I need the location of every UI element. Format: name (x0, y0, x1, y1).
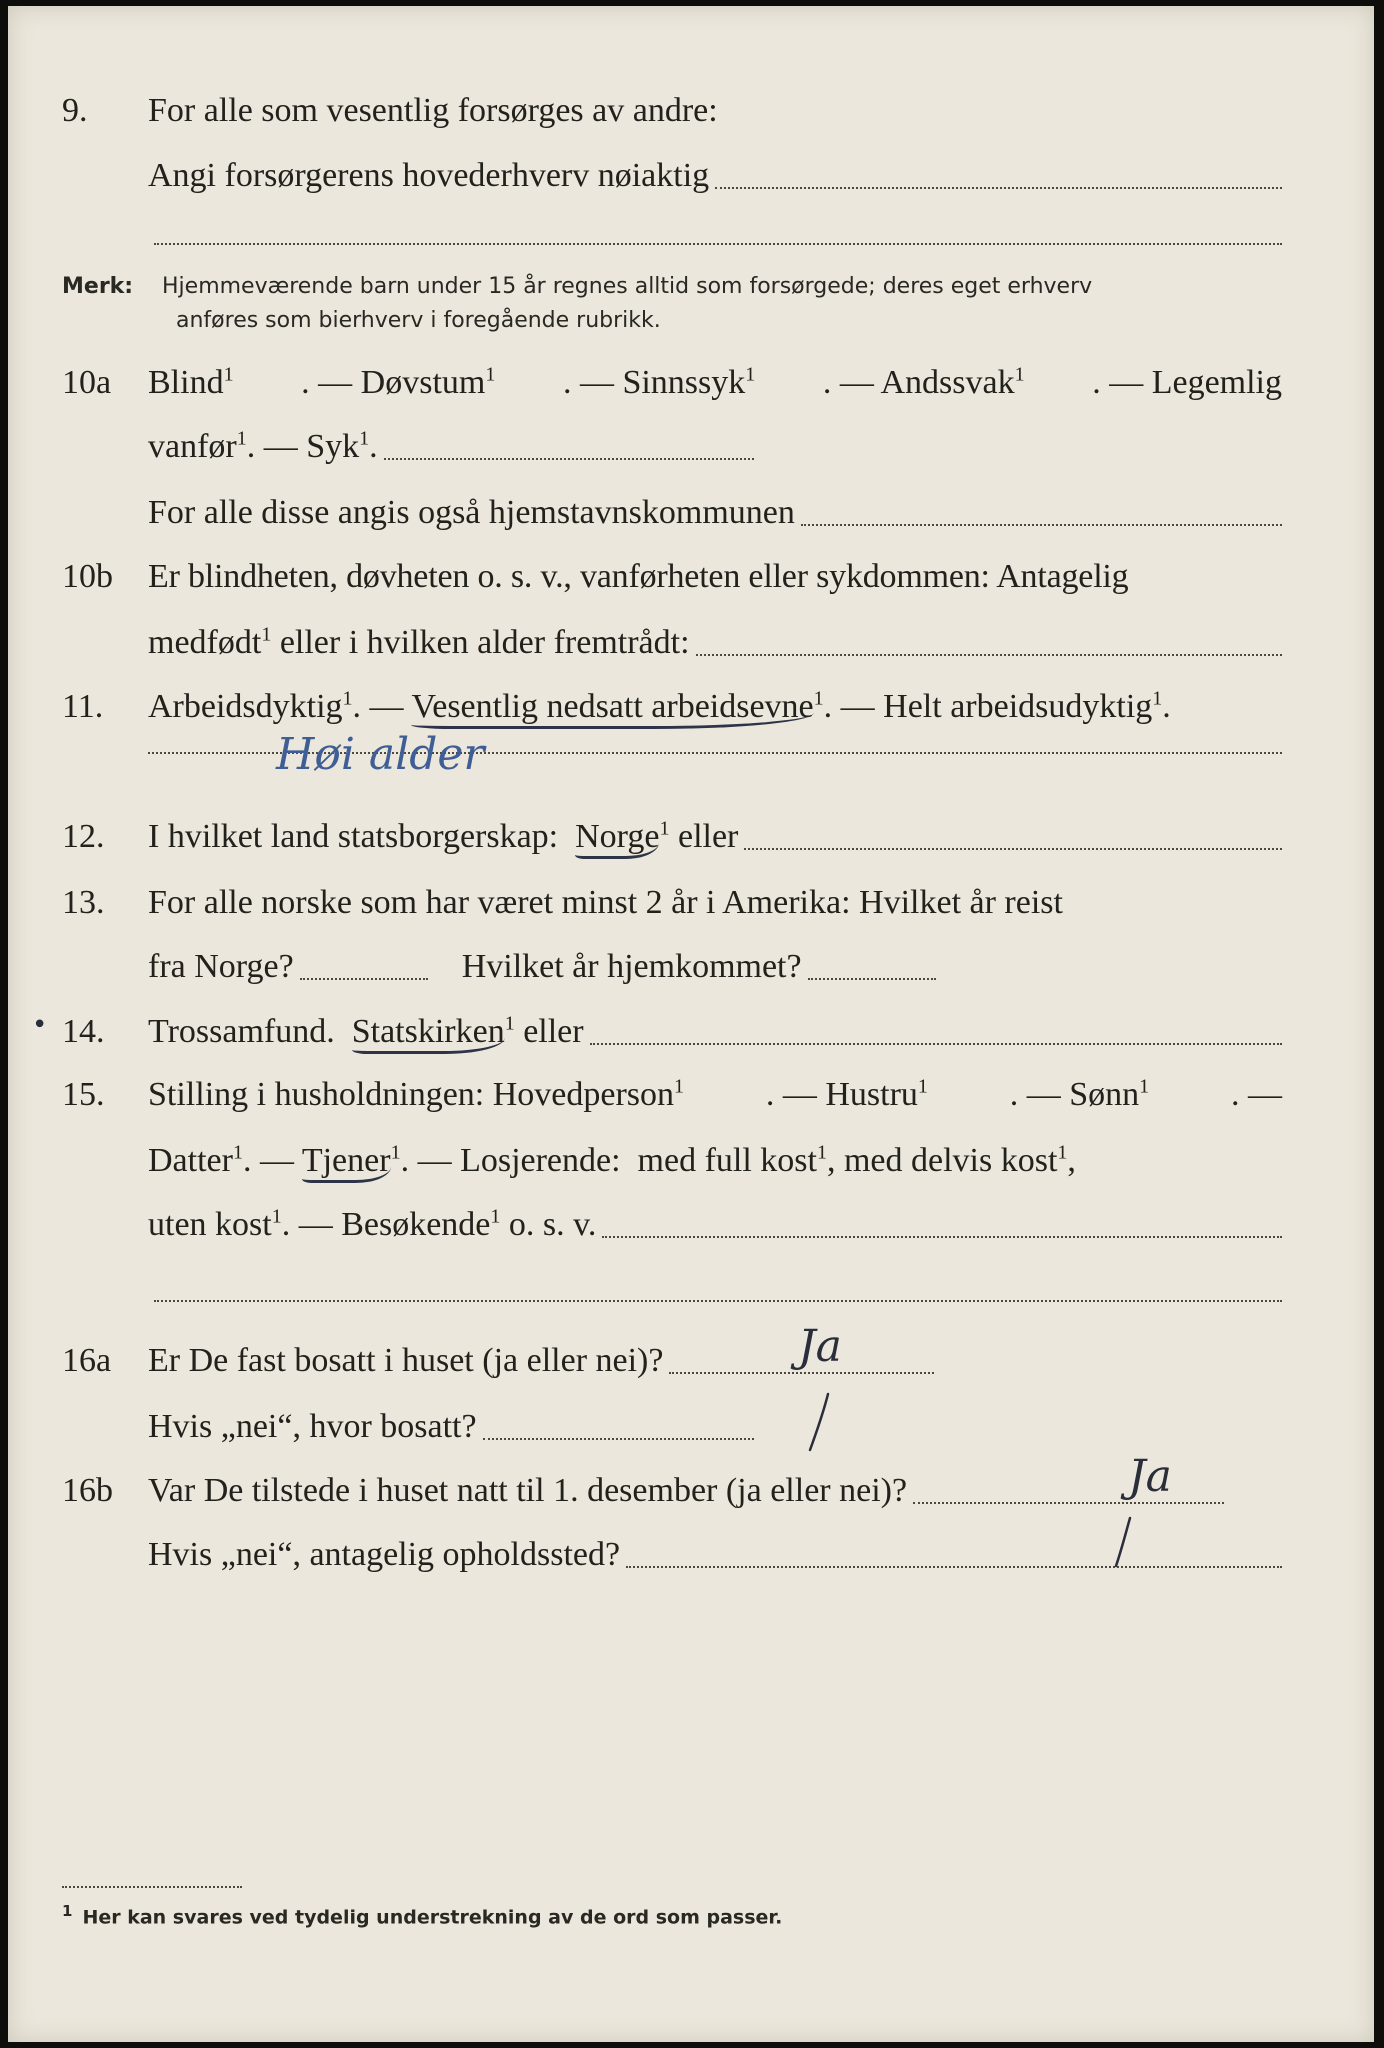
q13-reist-field[interactable] (300, 970, 428, 980)
q15-hovedperson[interactable]: Stilling i husholdningen: Hovedperson (148, 1076, 675, 1113)
q9-question: For alle som vesentlig forsørges av andre: (148, 92, 718, 129)
q11-handwritten-answer: Høi alder (276, 729, 485, 780)
footnote-ref: 1 (745, 363, 756, 386)
q10a-syk-field[interactable] (384, 450, 754, 460)
footnote-text: Her kan svares ved tydelig understrekning av de ord som passer. (82, 1906, 783, 1929)
q11-arbeidsdyktig[interactable]: Arbeidsdyktig (148, 688, 343, 725)
q16a-bosatt-field[interactable] (483, 1430, 754, 1440)
q15-separator: . — (242, 1142, 302, 1179)
q12-norge-underlined[interactable]: Norge (575, 818, 659, 859)
footnote-ref: 1 (236, 427, 247, 450)
footnote-ref: 1 (232, 1141, 243, 1164)
q16b-question: Var De tilstede i huset natt til 1. desember (ja eller nei)? (148, 1472, 908, 1509)
q15-besokende[interactable]: . — Besøkende (281, 1206, 491, 1243)
q10a-vanfor: vanfør (148, 428, 237, 465)
q10b-question: Er blindheten, døvheten o. s. v., vanførheten eller sykdommen: Antagelig (148, 558, 1129, 595)
q16b-number: 16b (62, 1472, 113, 1509)
q10a-blind: Blind (148, 364, 224, 401)
q12-answer-field[interactable] (744, 840, 1282, 850)
q11-vesentlig-nedsatt-underlined[interactable]: Vesentlig nedsatt arbeidsevne (411, 688, 813, 729)
q11-period: . (1162, 688, 1171, 725)
q10a-syk: . — Syk (246, 428, 360, 465)
q13-hjemkommet: Hvilket år hjemkommet? (461, 948, 802, 985)
q9-question-line2: Angi forsørgerens hovederhverv nøiaktig (148, 157, 710, 194)
q15-dash: . — (1230, 1076, 1282, 1113)
q14-answer-field[interactable] (590, 1035, 1282, 1045)
q13-hjemkommet-field[interactable] (808, 970, 936, 980)
q11-separator: . — (352, 688, 412, 725)
q14-question: Trossamfund. (148, 1013, 352, 1050)
q10a-andssvak: . — Andssvak (822, 364, 1015, 401)
footnote-ref: 1 (359, 427, 370, 450)
q10b-answer-field[interactable] (696, 646, 1282, 656)
q11-helt-udyktig[interactable]: . — Helt arbeidsudyktig (823, 688, 1153, 725)
q16a-checkmark-stroke (798, 1390, 838, 1456)
q16a-handwritten-answer: Ja (798, 1321, 842, 1372)
q10a-hjemstavn-field[interactable] (801, 516, 1282, 526)
q10a-dovstum: . — Døvstum (301, 364, 486, 401)
footnote-ref: 1 (271, 1205, 282, 1228)
footnote-ref: 1 (816, 1141, 827, 1164)
q16b-checkmark-stroke (1104, 1514, 1140, 1572)
footnote-ref: 1 (1014, 363, 1025, 386)
q10a-hjemstavn: For alle disse angis også hjemstavnskommunen (148, 494, 795, 531)
q9-answer-field[interactable] (715, 179, 1282, 189)
q16b-hvis-nei: Hvis „nei“, antagelig opholdssted? (148, 1536, 621, 1573)
q10b-number: 10b (62, 558, 113, 595)
q15-answer-field[interactable] (602, 1228, 1282, 1238)
footnote-ref: 1 (1139, 1075, 1150, 1098)
census-form-page (8, 6, 1374, 2042)
footnote (62, 1902, 782, 1928)
q14-number: 14. (62, 1013, 105, 1050)
q9-answer-field-extra[interactable] (154, 243, 1282, 245)
footnote-rule (62, 1886, 242, 1888)
footnote-ref: 1 (917, 1075, 928, 1098)
q14-eller: eller (514, 1013, 584, 1050)
q15-uten-kost[interactable]: uten kost (148, 1206, 272, 1243)
q10a-sinnssyk: . — Sinnssyk (562, 364, 746, 401)
q14-statskirken-underlined[interactable]: Statskirken (352, 1013, 505, 1054)
q16a-hvis-nei: Hvis „nei“, hvor bosatt? (148, 1408, 477, 1445)
q15-losjerende-full[interactable]: . — Losjerende: med full kost (400, 1142, 817, 1179)
footnote-ref: 1 (390, 1141, 401, 1164)
q13-number: 13. (62, 884, 105, 921)
q15-datter[interactable]: Datter (148, 1142, 233, 1179)
q11-number: 11. (62, 688, 104, 725)
q12-question: I hvilket land statsborgerskap: (148, 818, 576, 855)
q16a-question: Er De fast bosatt i huset (ja eller nei)? (148, 1342, 664, 1379)
footnote-ref: 1 (342, 687, 353, 710)
q10a-number: 10a (62, 364, 112, 401)
q15-hustru[interactable]: . — Hustru (765, 1076, 918, 1113)
q15-number: 15. (62, 1076, 105, 1113)
footnote-ref: 1 (1057, 1141, 1068, 1164)
q15-sonn[interactable]: . — Sønn (1009, 1076, 1140, 1113)
footnote-ref: 1 (674, 1075, 685, 1098)
footnote-ref: 1 (490, 1205, 501, 1228)
q16b-answer-field[interactable] (913, 1494, 1224, 1504)
q15-tjener-underlined[interactable]: Tjener (302, 1142, 391, 1183)
q16b-opholdssted-field[interactable] (626, 1558, 1282, 1568)
merk-line2: anføres som bierhverv i foregående rubrikk. (176, 308, 661, 333)
q10b-medfodt: medfødt (148, 624, 262, 661)
q10a-legemlig: . — Legemlig (1092, 364, 1282, 401)
q13-reist: fra Norge? (148, 948, 294, 985)
q16b-handwritten-answer: Ja (1128, 1451, 1172, 1502)
footnote-ref: 1 (223, 363, 234, 386)
merk-label: Merk: (62, 274, 134, 299)
footnote-ref: 1 (1152, 687, 1163, 710)
footnote-ref: 1 (261, 623, 272, 646)
q12-eller: eller (669, 818, 739, 855)
q10b-alder: eller i hvilken alder fremtrådt: (271, 624, 690, 661)
q9-number: 9. (62, 92, 88, 129)
margin-dot-mark: • (32, 1010, 48, 1040)
footnote-ref: 1 (504, 1012, 515, 1035)
footnote-number: 1 (62, 1902, 73, 1920)
q15-delvis-kost[interactable]: , med delvis kost (826, 1142, 1058, 1179)
footnote-ref: 1 (813, 687, 824, 710)
footnote-ref: 1 (485, 363, 496, 386)
q16a-number: 16a (62, 1342, 112, 1379)
q15-comma: , (1067, 1142, 1076, 1179)
q10a-period: . (369, 428, 378, 465)
q11-line2 (8, 729, 1374, 792)
q15-answer-field-extra[interactable] (154, 1300, 1282, 1302)
merk-line1: Hjemmeværende barn under 15 år regnes alltid som forsørgede; deres eget erhverv (162, 274, 1093, 299)
q13-question: For alle norske som har været minst 2 år i Amerika: Hvilket år reist (148, 884, 1063, 921)
q12-number: 12. (62, 818, 105, 855)
q15-osv: o. s. v. (500, 1206, 597, 1243)
merk-note (62, 270, 1282, 304)
footnote-ref: 1 (659, 817, 670, 840)
